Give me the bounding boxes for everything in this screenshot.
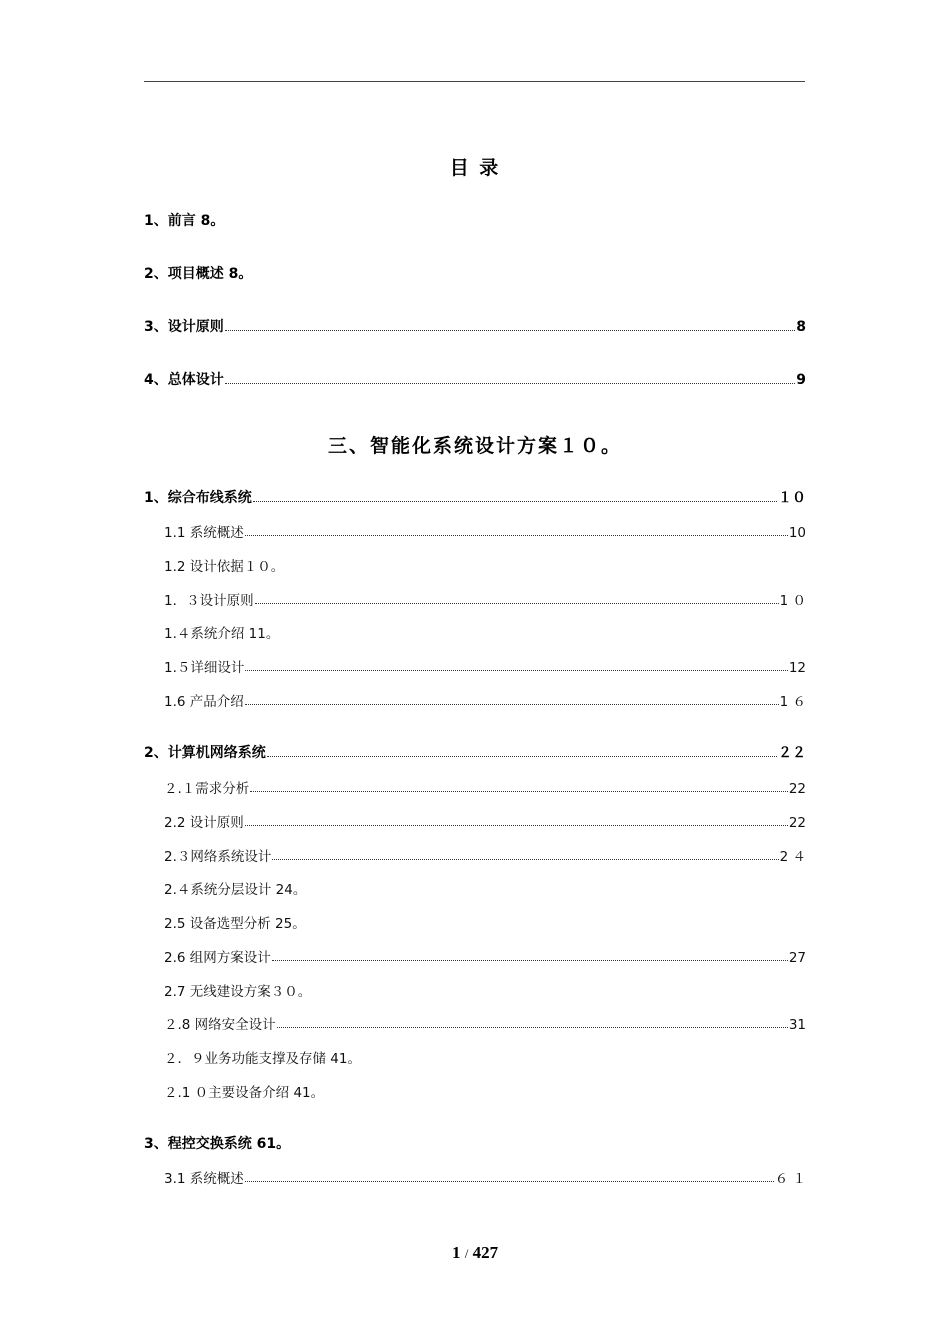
- toc-subentry[interactable]: [164, 622, 806, 642]
- leader-dots: [245, 703, 779, 705]
- toc-subentry[interactable]: [164, 690, 806, 710]
- toc-entry-label: 4、总体设计: [144, 372, 224, 388]
- leader-dots: [245, 669, 787, 671]
- toc-subentry[interactable]: [164, 589, 806, 609]
- toc-entry-label: 2.5 设备选型分析 25。: [164, 916, 306, 932]
- toc-entry-page: 22: [788, 781, 806, 797]
- toc-entry-page: １０: [778, 490, 806, 506]
- leader-dots: [272, 858, 778, 860]
- toc-entry[interactable]: [144, 263, 806, 283]
- leader-dots: [267, 755, 777, 757]
- leader-dots: [245, 824, 788, 826]
- toc-entry-page: 22: [788, 815, 806, 831]
- toc-entry-page: 1 ６: [779, 694, 806, 710]
- toc-entry[interactable]: [144, 742, 806, 762]
- toc-entry-label: 1、前言 8。: [144, 213, 225, 229]
- toc-entry-label: 1.6 产品介绍: [164, 694, 244, 710]
- leader-dots: [253, 500, 777, 502]
- leader-dots: [255, 602, 779, 604]
- toc-entry-label: 2.6 组网方案设计: [164, 950, 271, 966]
- toc-subentry[interactable]: [164, 1167, 806, 1187]
- toc-entry-label: 3.1 系统概述: [164, 1171, 244, 1187]
- toc-entry-label: 2.４系统分层设计 24。: [164, 882, 307, 898]
- toc-entry-label: ２.8 网络安全设计: [164, 1017, 276, 1033]
- toc-entry-label: 3、程控交换系统 61。: [144, 1136, 291, 1152]
- toc-entry-page: 9: [796, 372, 806, 388]
- toc-entry[interactable]: [144, 369, 806, 389]
- toc-subentry[interactable]: [164, 656, 806, 676]
- toc-entry-label: 1.2 设计依据１０。: [164, 559, 285, 575]
- toc-entry-label: 2.7 无线建设方案３０。: [164, 984, 312, 1000]
- toc-entry-label: 2、计算机网络系统: [144, 745, 266, 761]
- toc-entry-label: 2、项目概述 8。: [144, 266, 253, 282]
- leader-dots: [277, 1026, 788, 1028]
- section-title: 三、智能化系统设计方案１０。: [327, 435, 622, 457]
- toc-subentry[interactable]: [164, 777, 806, 797]
- toc-entry-page: ６ １: [774, 1171, 806, 1187]
- toc-subentry[interactable]: [164, 811, 806, 831]
- toc-entry[interactable]: [144, 210, 806, 230]
- toc-entry-page: 10: [788, 525, 806, 541]
- leader-dots: [245, 1180, 774, 1182]
- page-footer: [0, 1243, 950, 1263]
- toc-entry-page: 2 ４: [779, 849, 806, 865]
- toc-entry-page: 12: [788, 660, 806, 676]
- toc-entry-page: ２２: [778, 745, 806, 761]
- header-rule: [144, 81, 805, 82]
- toc-entry[interactable]: [144, 487, 806, 507]
- toc-entry[interactable]: [144, 316, 806, 336]
- toc-entry-label: 1.５详细设计: [164, 660, 245, 676]
- toc-entry-page: 31: [788, 1017, 806, 1033]
- toc-entry-label: 2.2 设计原则: [164, 815, 244, 831]
- leader-dots: [250, 790, 788, 792]
- leader-dots: [272, 959, 788, 961]
- toc-subentry[interactable]: [164, 878, 806, 898]
- toc-entry-label: 1.４系统介绍 11。: [164, 626, 280, 642]
- toc-entry-label: 2.３网络系统设计: [164, 849, 272, 865]
- toc-title: 目 录: [449, 157, 501, 179]
- toc-subentry[interactable]: [164, 845, 806, 865]
- toc-subentry[interactable]: [164, 521, 806, 541]
- page-number-current: 1: [451, 1243, 461, 1262]
- toc-subentry[interactable]: [164, 555, 806, 575]
- toc-subentry[interactable]: [164, 912, 806, 932]
- leader-dots: [245, 534, 788, 536]
- toc-entry-label: ２.１需求分析: [164, 781, 250, 797]
- toc-entry-label: ２．９业务功能支撑及存储 41。: [164, 1051, 361, 1067]
- toc-entry-label: 1.1 系统概述: [164, 525, 244, 541]
- toc-entry-page: 27: [788, 950, 806, 966]
- leader-dots: [225, 329, 796, 331]
- toc-entry-page: 8: [796, 319, 806, 335]
- page-number-total: 427: [472, 1243, 499, 1262]
- toc-entry[interactable]: [144, 1133, 806, 1153]
- toc-subentry[interactable]: [164, 946, 806, 966]
- leader-dots: [225, 382, 796, 384]
- toc-subentry[interactable]: [164, 1013, 806, 1033]
- page-number-separator: /: [464, 1246, 469, 1261]
- toc-subentry[interactable]: [164, 980, 806, 1000]
- toc-entry-label: ２.1 ０主要设备介绍 41。: [164, 1085, 325, 1101]
- toc-entry-page: 1 ０: [779, 593, 806, 609]
- toc-subentry[interactable]: [164, 1047, 806, 1067]
- toc-entry-label: 1、综合布线系统: [144, 490, 252, 506]
- toc-subentry[interactable]: [164, 1081, 806, 1101]
- toc-entry-label: 1．３设计原则: [164, 593, 254, 609]
- toc-entry-label: 3、设计原则: [144, 319, 224, 335]
